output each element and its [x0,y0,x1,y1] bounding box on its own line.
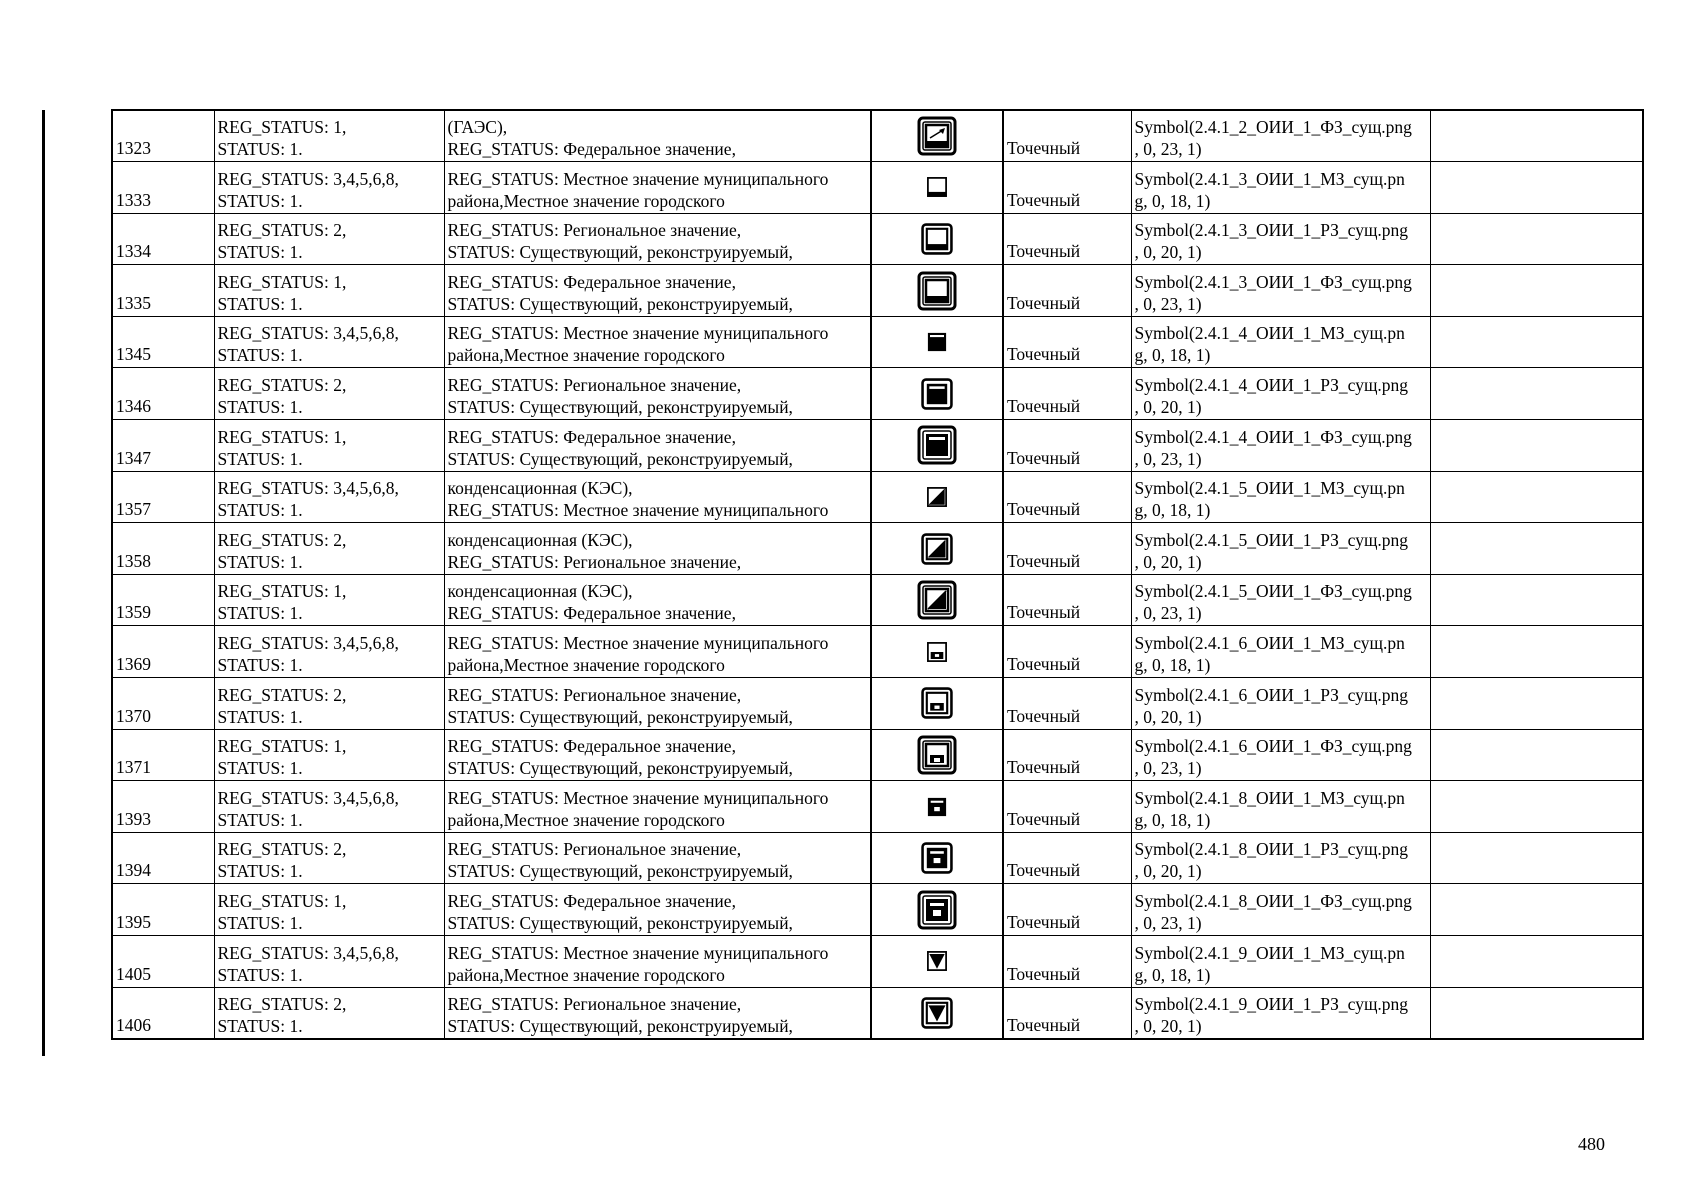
status-line: STATUS: 1. [217,913,303,933]
status-condition [214,213,444,265]
empty-cell [1430,162,1643,214]
slot-local-icon [923,640,951,660]
geometry-type: Точечный [1003,162,1131,214]
symbol-function [1131,781,1430,833]
geometry-type: Точечный [1003,936,1131,988]
description-line: REG_STATUS: Местное значение муниципального [447,168,829,189]
window-federal-icon [917,898,957,918]
function-line: , 0, 20, 1) [1134,551,1202,572]
geometry-type: Точечный [1003,523,1131,575]
symbol-function [1131,265,1430,317]
empty-cell [1430,471,1643,523]
diagonal-local-icon [923,485,951,505]
symbol-function [1131,471,1430,523]
function-line: , 0, 23, 1) [1134,139,1202,160]
status-line: REG_STATUS: 3,4,5,6,8, [217,787,399,808]
function-line: Symbol(2.4.1_6_ОИИ_1_РЗ_сущ.png [1134,684,1409,705]
function-line: , 0, 23, 1) [1134,758,1202,779]
geometry-type: Точечный [1003,987,1131,1039]
function-line: g, 0, 18, 1) [1134,345,1211,366]
description [444,678,871,730]
description [444,471,871,523]
symbol-cell [871,316,1003,368]
description [444,213,871,265]
status-condition [214,781,444,833]
symbol-cell [871,626,1003,678]
function-line: Symbol(2.4.1_3_ОИИ_1_МЗ_сущ.pn [1134,168,1405,189]
building-federal-arrow-icon [917,124,957,144]
status-line: STATUS: 1. [217,293,303,314]
row-id: 1393 [112,781,214,833]
geometry-type: Точечный [1003,368,1131,420]
geometry-type: Точечный [1003,832,1131,884]
function-line: , 0, 20, 1) [1134,706,1202,727]
status-condition [214,626,444,678]
symbol-function [1131,574,1430,626]
status-line: REG_STATUS: 2, [217,529,347,550]
description [444,316,871,368]
slot-regional-icon [920,691,954,711]
status-line: REG_STATUS: 2, [217,993,347,1014]
description [444,110,871,162]
empty-cell [1430,729,1643,781]
description [444,987,871,1039]
function-line: , 0, 20, 1) [1134,397,1202,418]
status-line: REG_STATUS: 1, [217,891,347,911]
function-line: Symbol(2.4.1_8_ОИИ_1_РЗ_сущ.png [1134,839,1409,860]
empty-cell [1430,265,1643,317]
symbol-function [1131,368,1430,420]
function-line: Symbol(2.4.1_9_ОИИ_1_МЗ_сущ.pn [1134,942,1405,963]
empty-cell [1430,368,1643,420]
description-line: STATUS: Существующий, реконструируемый, [447,1015,793,1036]
symbol-cell [871,729,1003,781]
building-local-icon [923,175,951,195]
geometry-type: Точечный [1003,265,1131,317]
table-row [112,162,1643,214]
description-line: района,Местное значение городского [447,655,725,676]
description-line: STATUS: Существующий, реконструируемый, [447,861,793,882]
description-line: REG_STATUS: Местное значение муниципального [447,942,829,963]
window-local-icon [923,795,951,815]
geometry-type: Точечный [1003,316,1131,368]
symbol-cell [871,987,1003,1039]
status-condition [214,678,444,730]
description-line: STATUS: Существующий, реконструируемый, [447,913,793,933]
function-line: g, 0, 18, 1) [1134,500,1211,521]
symbol-cell [871,678,1003,730]
status-line: REG_STATUS: 3,4,5,6,8, [217,168,399,189]
function-line: , 0, 23, 1) [1134,913,1202,933]
description-line: STATUS: Существующий, реконструируемый, [447,758,793,779]
symbol-function [1131,110,1430,162]
building-filled-federal-icon [917,433,957,453]
function-line: , 0, 20, 1) [1134,861,1202,882]
function-line: Symbol(2.4.1_5_ОИИ_1_РЗ_сущ.png [1134,529,1409,550]
geometry-type: Точечный [1003,110,1131,162]
description-line: района,Местное значение городского [447,964,725,985]
function-line: Symbol(2.4.1_6_ОИИ_1_ФЗ_сущ.png [1134,736,1412,757]
empty-cell [1430,936,1643,988]
description-line: REG_STATUS: Федеральное значение, [447,271,736,292]
description [444,574,871,626]
building-filled-regional-icon [920,382,954,402]
function-line: g, 0, 18, 1) [1134,190,1211,211]
description-line: (ГАЭС), [447,117,508,138]
table-row [112,936,1643,988]
description [444,936,871,988]
description [444,420,871,472]
status-condition [214,936,444,988]
description-line: STATUS: Существующий, реконструируемый, [447,706,793,727]
function-line: Symbol(2.4.1_5_ОИИ_1_МЗ_сущ.pn [1134,478,1405,499]
status-line: REG_STATUS: 1, [217,271,347,292]
building-filled-local-icon [923,330,951,350]
symbol-function [1131,729,1430,781]
status-line: REG_STATUS: 2, [217,220,347,241]
empty-cell [1430,420,1643,472]
symbol-cell [871,420,1003,472]
function-line: , 0, 23, 1) [1134,603,1202,624]
description-line: REG_STATUS: Федеральное значение, [447,139,736,160]
symbol-function [1131,936,1430,988]
row-id: 1323 [112,110,214,162]
row-id: 1333 [112,162,214,214]
row-id: 1358 [112,523,214,575]
status-condition [214,523,444,575]
geometry-type: Точечный [1003,884,1131,936]
status-condition [214,162,444,214]
description-line: района,Местное значение городского [447,190,725,211]
table-row [112,574,1643,626]
function-line: Symbol(2.4.1_6_ОИИ_1_МЗ_сущ.pn [1134,633,1405,654]
description [444,523,871,575]
row-id: 1395 [112,884,214,936]
page-number: 480 [1578,1134,1605,1154]
empty-cell [1430,213,1643,265]
building-federal-icon [917,279,957,299]
geometry-type: Точечный [1003,213,1131,265]
function-line: , 0, 23, 1) [1134,448,1202,469]
margin-rule [42,110,45,1056]
row-id: 1347 [112,420,214,472]
geometry-type: Точечный [1003,574,1131,626]
function-line: Symbol(2.4.1_2_ОИИ_1_ФЗ_сущ.png [1134,117,1412,138]
empty-cell [1430,678,1643,730]
symbol-cell [871,574,1003,626]
status-condition [214,729,444,781]
description-line: района,Местное значение городского [447,809,725,830]
symbol-cell [871,368,1003,420]
empty-cell [1430,884,1643,936]
row-id: 1357 [112,471,214,523]
slot-federal-icon [917,743,957,763]
status-line: STATUS: 1. [217,603,303,624]
status-line: REG_STATUS: 2, [217,375,347,396]
row-id: 1370 [112,678,214,730]
triangle-local-icon [923,949,951,969]
status-line: REG_STATUS: 1, [217,117,347,138]
status-line: STATUS: 1. [217,242,303,263]
window-regional-icon [920,846,954,866]
function-line: Symbol(2.4.1_4_ОИИ_1_ФЗ_сущ.png [1134,426,1412,447]
function-line: Symbol(2.4.1_9_ОИИ_1_РЗ_сущ.png [1134,993,1409,1014]
description-line: REG_STATUS: Местное значение муниципального [447,500,829,521]
status-line: STATUS: 1. [217,964,303,985]
row-id: 1405 [112,936,214,988]
symbol-function [1131,420,1430,472]
description-line: конденсационная (КЭС), [447,478,633,499]
description [444,368,871,420]
table-row [112,678,1643,730]
geometry-type: Точечный [1003,729,1131,781]
row-id: 1334 [112,213,214,265]
symbol-table [111,109,1644,1040]
description-line: STATUS: Существующий, реконструируемый, [447,293,793,314]
status-condition [214,420,444,472]
triangle-regional-icon [920,1001,954,1021]
row-id: 1345 [112,316,214,368]
status-line: STATUS: 1. [217,758,303,779]
description [444,832,871,884]
status-line: STATUS: 1. [217,1015,303,1036]
function-line: Symbol(2.4.1_4_ОИИ_1_МЗ_сущ.pn [1134,323,1405,344]
empty-cell [1430,626,1643,678]
table-row [112,987,1643,1039]
symbol-cell [871,884,1003,936]
diagonal-regional-icon [920,537,954,557]
description [444,781,871,833]
row-id: 1406 [112,987,214,1039]
status-line: STATUS: 1. [217,448,303,469]
empty-cell [1430,574,1643,626]
geometry-type: Точечный [1003,420,1131,472]
symbol-function [1131,162,1430,214]
table-row [112,368,1643,420]
table-row [112,265,1643,317]
status-line: REG_STATUS: 2, [217,684,347,705]
symbol-cell [871,110,1003,162]
status-line: STATUS: 1. [217,345,303,366]
description [444,729,871,781]
status-condition [214,987,444,1039]
status-line: STATUS: 1. [217,809,303,830]
status-line: REG_STATUS: 2, [217,839,347,860]
status-line: REG_STATUS: 1, [217,581,347,602]
symbol-function [1131,832,1430,884]
function-line: , 0, 20, 1) [1134,1015,1202,1036]
description-line: STATUS: Существующий, реконструируемый, [447,397,793,418]
function-line: , 0, 20, 1) [1134,242,1202,263]
table-row [112,213,1643,265]
symbol-cell [871,162,1003,214]
empty-cell [1430,987,1643,1039]
description-line: REG_STATUS: Региональное значение, [447,375,742,396]
status-line: STATUS: 1. [217,655,303,676]
symbol-cell [871,936,1003,988]
geometry-type: Точечный [1003,781,1131,833]
description-line: REG_STATUS: Федеральное значение, [447,736,736,757]
function-line: Symbol(2.4.1_8_ОИИ_1_ФЗ_сущ.png [1134,891,1412,911]
status-line: STATUS: 1. [217,190,303,211]
geometry-type: Точечный [1003,626,1131,678]
status-condition [214,316,444,368]
status-line: STATUS: 1. [217,139,303,160]
status-line: STATUS: 1. [217,551,303,572]
empty-cell [1430,110,1643,162]
description-line: REG_STATUS: Федеральное значение, [447,426,736,447]
table-row [112,832,1643,884]
symbol-cell [871,213,1003,265]
table-row [112,729,1643,781]
description-line: REG_STATUS: Региональное значение, [447,220,742,241]
status-condition [214,265,444,317]
function-line: Symbol(2.4.1_3_ОИИ_1_РЗ_сущ.png [1134,220,1409,241]
symbol-function [1131,316,1430,368]
symbol-function [1131,987,1430,1039]
description-line: REG_STATUS: Федеральное значение, [447,891,736,911]
status-line: REG_STATUS: 3,4,5,6,8, [217,633,399,654]
status-line: STATUS: 1. [217,861,303,882]
description-line: REG_STATUS: Региональное значение, [447,993,742,1014]
row-id: 1371 [112,729,214,781]
symbol-cell [871,523,1003,575]
symbol-cell [871,832,1003,884]
function-line: Symbol(2.4.1_4_ОИИ_1_РЗ_сущ.png [1134,375,1409,396]
function-line: Symbol(2.4.1_3_ОИИ_1_ФЗ_сущ.png [1134,271,1412,292]
table-row [112,110,1643,162]
status-condition [214,368,444,420]
function-line: g, 0, 18, 1) [1134,655,1211,676]
description-line: REG_STATUS: Местное значение муниципального [447,633,829,654]
symbol-function [1131,523,1430,575]
description-line: REG_STATUS: Местное значение муниципального [447,787,829,808]
geometry-type: Точечный [1003,471,1131,523]
function-line: , 0, 23, 1) [1134,293,1202,314]
status-condition [214,832,444,884]
symbol-function [1131,678,1430,730]
description-line: района,Местное значение городского [447,345,725,366]
empty-cell [1430,316,1643,368]
description [444,162,871,214]
description-line: REG_STATUS: Региональное значение, [447,551,742,572]
description-line: STATUS: Существующий, реконструируемый, [447,242,793,263]
row-id: 1369 [112,626,214,678]
function-line: g, 0, 18, 1) [1134,809,1211,830]
description [444,626,871,678]
description-line: REG_STATUS: Федеральное значение, [447,603,736,624]
status-line: REG_STATUS: 1, [217,426,347,447]
diagonal-federal-icon [917,588,957,608]
function-line: Symbol(2.4.1_5_ОИИ_1_ФЗ_сущ.png [1134,581,1412,602]
table-row [112,316,1643,368]
description-line: STATUS: Существующий, реконструируемый, [447,448,793,469]
symbol-cell [871,781,1003,833]
status-line: REG_STATUS: 1, [217,736,347,757]
table-row [112,523,1643,575]
description [444,265,871,317]
empty-cell [1430,523,1643,575]
table-row [112,884,1643,936]
row-id: 1346 [112,368,214,420]
symbol-function [1131,213,1430,265]
status-line: REG_STATUS: 3,4,5,6,8, [217,942,399,963]
table-row [112,626,1643,678]
status-condition [214,471,444,523]
table-row [112,781,1643,833]
description-line: REG_STATUS: Региональное значение, [447,684,742,705]
symbol-cell [871,471,1003,523]
building-regional-icon [920,227,954,247]
status-condition [214,574,444,626]
empty-cell [1430,781,1643,833]
status-condition [214,110,444,162]
function-line: g, 0, 18, 1) [1134,964,1211,985]
geometry-type: Точечный [1003,678,1131,730]
description-line: конденсационная (КЭС), [447,581,633,602]
description [444,884,871,936]
empty-cell [1430,832,1643,884]
table-row [112,420,1643,472]
description-line: REG_STATUS: Местное значение муниципального [447,323,829,344]
description-line: конденсационная (КЭС), [447,529,633,550]
row-id: 1359 [112,574,214,626]
status-condition [214,884,444,936]
status-line: STATUS: 1. [217,397,303,418]
symbol-cell [871,265,1003,317]
status-line: STATUS: 1. [217,706,303,727]
function-line: Symbol(2.4.1_8_ОИИ_1_МЗ_сущ.pn [1134,787,1405,808]
row-id: 1394 [112,832,214,884]
row-id: 1335 [112,265,214,317]
status-line: REG_STATUS: 3,4,5,6,8, [217,323,399,344]
status-line: REG_STATUS: 3,4,5,6,8, [217,478,399,499]
table-row [112,471,1643,523]
symbol-function [1131,626,1430,678]
status-line: STATUS: 1. [217,500,303,521]
symbol-function [1131,884,1430,936]
description-line: REG_STATUS: Региональное значение, [447,839,742,860]
